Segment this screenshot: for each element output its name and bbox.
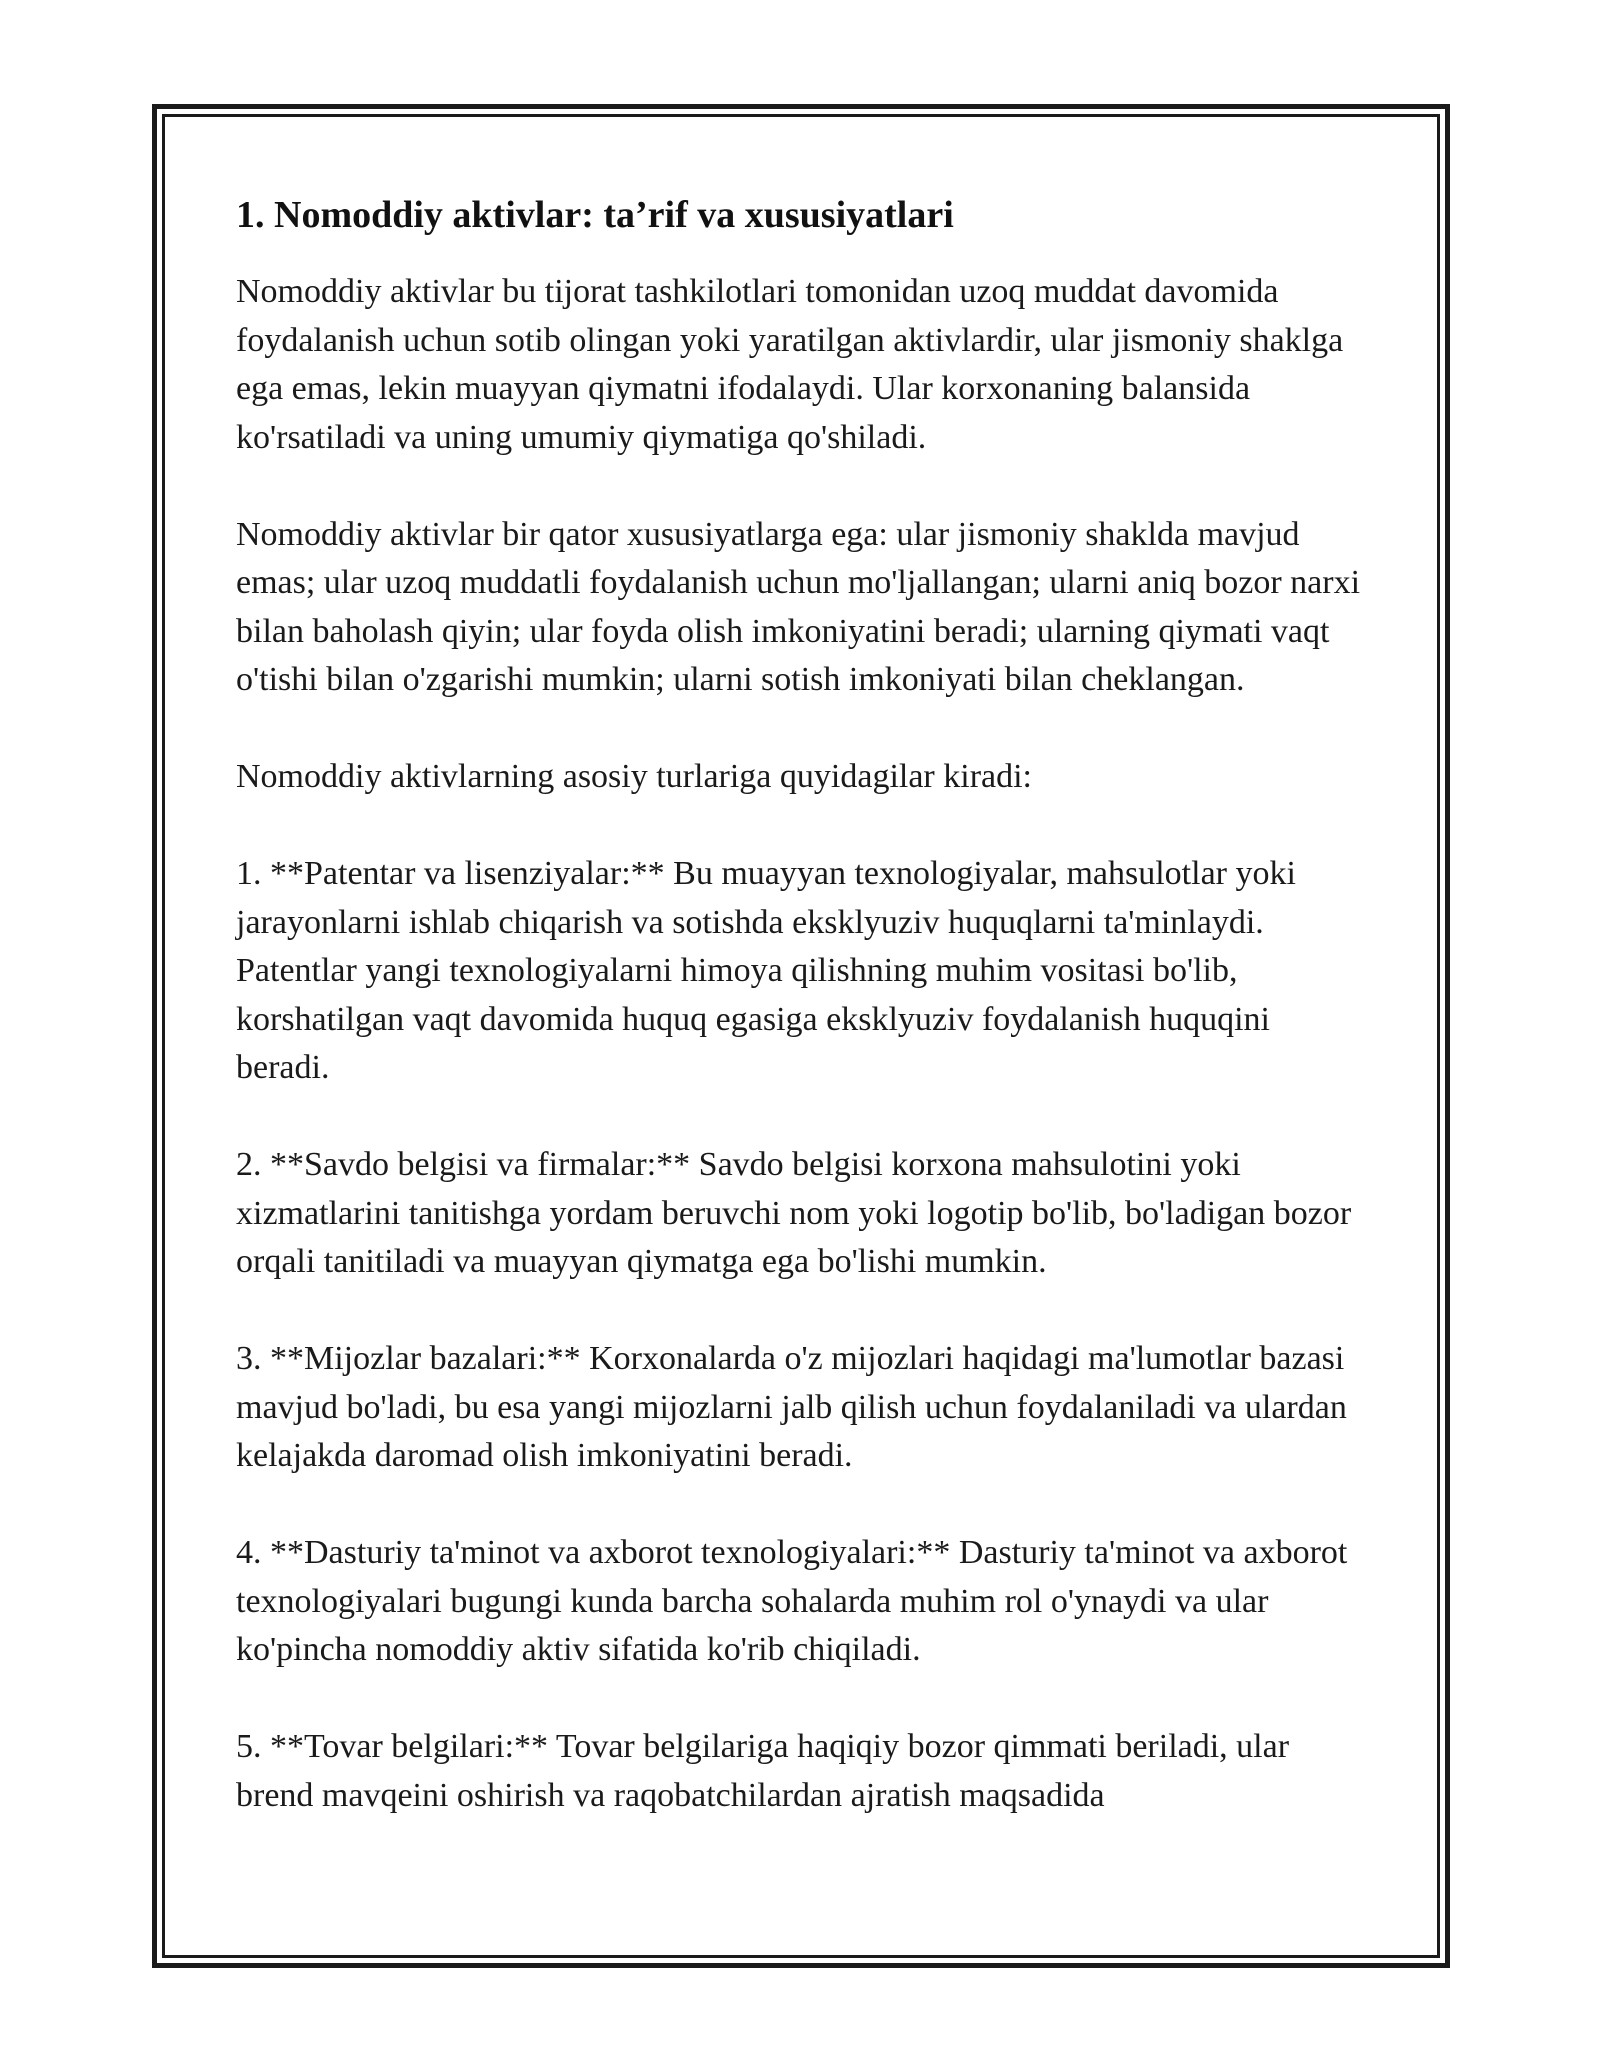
list-item-customer-bases: 3. **Mijozlar bazalari:** Korxonalarda o'z mijozlari haqidagi ma'lumotlar bazasi mavjud bo'ladi, bu esa yangi mijozlarni jalb qilish uchun foydalaniladi va ulardan kelajakda daromad olish imkoniyatini beradi. xyxy=(236,1340,1347,1474)
list-item-brand-marks: 5. **Tovar belgilari:** Tovar belgilariga haqiqiy bozor qimmati beriladi, ular brend mavqeini oshirish va raqobatchilardan ajratish maqsadida xyxy=(236,1728,1290,1814)
list-item-trademarks: 2. **Savdo belgisi va firmalar:** Savdo belgisi korxona mahsulotini yoki xizmatlarini tanitishga yordam beruvchi nom yoki logotip bo'lib, bo'ladigan bozor orqali tanitiladi va muayyan qiymatga ega bo'lishi mumkin. xyxy=(236,1146,1352,1280)
list-item-patents: 1. **Patentar va lisenziyalar:** Bu muayyan texnologiyalar, mahsulotlar yoki jarayonlarni ishlab chiqarish va sotishda eksklyuziv huquqlarni ta'minlaydi. Patentlar yangi texnologiyalarni himoya qilishning muhim vositasi bo'lib, korshatilgan vaqt davomida huquq egasiga eksklyuziv foydalanish huquqini beradi. xyxy=(236,855,1296,1086)
paragraph-types-intro: Nomoddiy aktivlarning asosiy turlariga quyidagilar kiradi: xyxy=(236,758,1032,795)
list-item-software: 4. **Dasturiy ta'minot va axborot texnologiyalari:** Dasturiy ta'minot va axborot texnologiyalari bugungi kunda barcha sohalarda muhim rol o'ynaydi va ular ko'pincha nomoddiy aktiv sifatida ko'rib chiqiladi. xyxy=(236,1534,1348,1668)
paragraph-characteristics: Nomoddiy aktivlar bir qator xususiyatlarga ega: ular jismoniy shaklda mavjud emas; ular uzoq muddatli foydalanish uchun mo'ljallangan; ularni aniq bozor narxi bilan baholash qiyin; ular foyda olish imkoniyatini beradi; ularning qiymati vaqt o'tishi bilan o'zgarishi mumkin; ularni sotish imkoniyati bilan cheklangan. xyxy=(236,515,1361,698)
section-heading: 1. Nomoddiy aktivlar: ta’rif va xususiyatlari xyxy=(236,194,954,236)
paragraph-definition: Nomoddiy aktivlar bu tijorat tashkilotlari tomonidan uzoq muddat davomida foydalanish uchun sotib olingan yoki yaratilgan aktivlardir, ular jismoniy shaklga ega emas, lekin muayyan qiymatni ifodalaydi. Ular korxonaning balansida ko'rsatiladi va uning umumiy qiymatiga qo'shiladi. xyxy=(236,273,1344,456)
document-body xyxy=(236,180,1366,1869)
